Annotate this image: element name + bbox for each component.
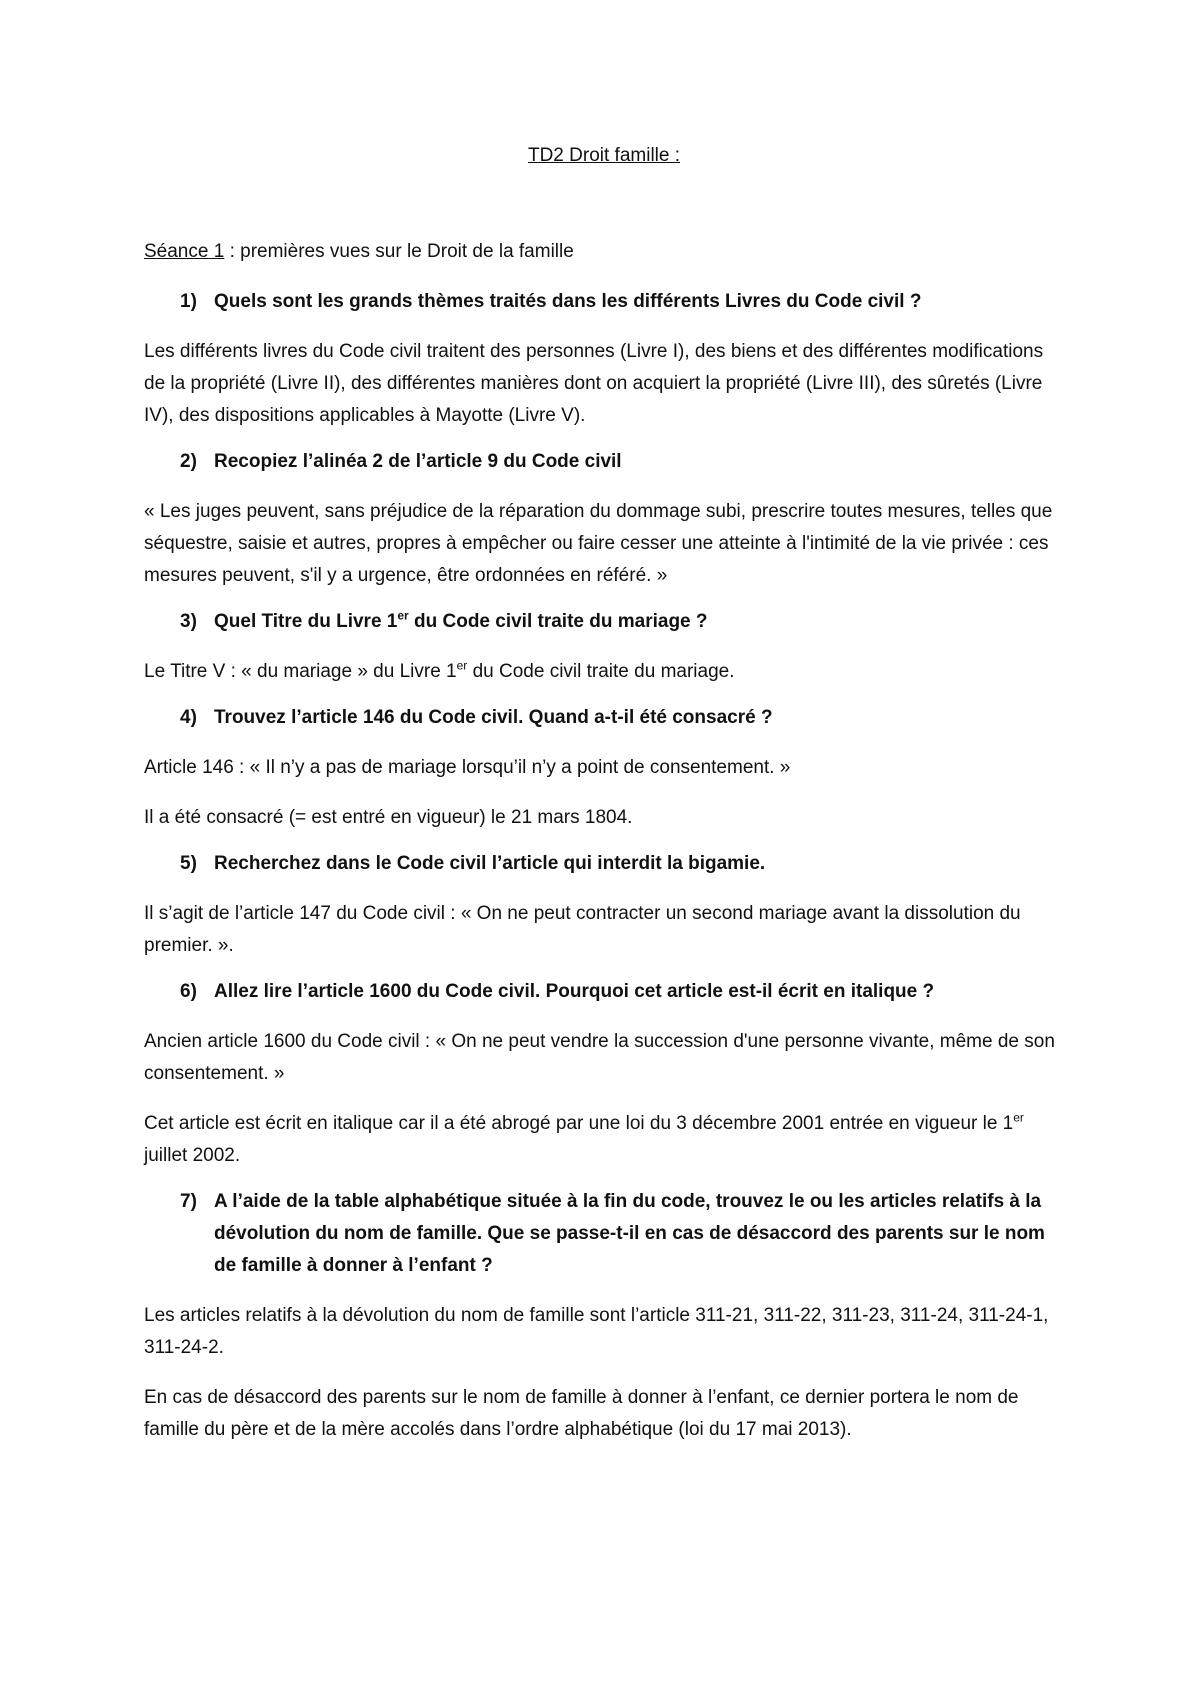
question-number: 7) xyxy=(180,1191,197,1212)
question-text: Quels sont les grands thèmes traités dans les différents Livres du Code civil ? xyxy=(214,291,922,312)
superscript: er xyxy=(1013,1110,1024,1125)
question-number: 1) xyxy=(180,291,197,312)
question-number: 4) xyxy=(180,707,197,728)
document-title: TD2 Droit famille : xyxy=(527,145,681,166)
question-3 xyxy=(144,606,1064,638)
question-7 xyxy=(144,1186,1064,1282)
answer-text-part: Cet article est écrit en italique car il a été abrogé par une loi du 3 décembre 2001 entrée en vigueur le 1 xyxy=(144,1113,1014,1134)
document-content xyxy=(144,140,1064,1446)
question-text: A l’aide de la table alphabétique située à la fin du code, trouvez le ou les articles relatifs à la dévolution du nom de famille. Que se passe-t-il en cas de désaccord des parents sur le nom de famille à donner à l’enfant ? xyxy=(214,1191,1045,1276)
answer-text-part: juillet 2002. xyxy=(144,1145,241,1166)
question-text xyxy=(214,606,1064,638)
answer-1: Les différents livres du Code civil traitent des personnes (Livre I), des biens et des différentes modifications de la propriété (Livre II), des différentes manières dont on acquiert la propriété (Livre III), des sûretés (Livre IV), des dispositions applicables à Mayotte (Livre V). xyxy=(144,341,1044,426)
answer-7b: En cas de désaccord des parents sur le nom de famille à donner à l’enfant, ce dernier portera le nom de famille du père et de la mère accolés dans l’ordre alphabétique (loi du 17 mai 2013). xyxy=(144,1387,1019,1440)
question-text: Recopiez l’alinéa 2 de l’article 9 du Code civil xyxy=(214,451,622,472)
seance-heading xyxy=(144,236,1064,268)
question-number: 2) xyxy=(180,451,197,472)
answer-7a: Les articles relatifs à la dévolution du nom de famille sont l’article 311-21, 311-22, 311-23, 311-24, 311-24-1, 311-24-2. xyxy=(144,1305,1049,1358)
answer-5: Il s’agit de l’article 147 du Code civil : « On ne peut contracter un second mariage avant la dissolution du premier. ». xyxy=(144,903,1021,956)
answer-text-part: Le Titre V : « du mariage » du Livre 1 xyxy=(144,661,457,682)
question-6 xyxy=(144,976,1064,1008)
answer-6a: Ancien article 1600 du Code civil : « On ne peut vendre la succession d'une personne vivante, même de son consentement. » xyxy=(144,1031,1055,1084)
answer-4b: Il a été consacré (= est entré en vigueur) le 21 mars 1804. xyxy=(144,807,633,828)
seance-label: Séance 1 xyxy=(144,241,225,262)
question-1 xyxy=(144,286,1064,318)
question-text: Recherchez dans le Code civil l’article qui interdit la bigamie. xyxy=(214,853,766,874)
answer-6b xyxy=(144,1108,1064,1172)
question-number: 6) xyxy=(180,981,197,1002)
question-text: Trouvez l’article 146 du Code civil. Quand a-t-il été consacré ? xyxy=(214,707,773,728)
answer-text-part: du Code civil traite du mariage. xyxy=(467,661,735,682)
question-text: Allez lire l’article 1600 du Code civil. Pourquoi cet article est-il écrit en italique ? xyxy=(214,981,935,1002)
question-4 xyxy=(144,702,1064,734)
superscript: er xyxy=(397,608,409,623)
question-2 xyxy=(144,446,1064,478)
seance-subtitle: : premières vues sur le Droit de la famille xyxy=(224,241,574,262)
question-text-part: du Code civil traite du mariage ? xyxy=(408,611,708,632)
answer-4a: Article 146 : « Il n’y a pas de mariage lorsqu’il n’y a point de consentement. » xyxy=(144,757,791,778)
question-5 xyxy=(144,848,1064,880)
answer-2: « Les juges peuvent, sans préjudice de la réparation du dommage subi, prescrire toutes mesures, telles que séquestre, saisie et autres, propres à empêcher ou faire cesser une atteinte à l'intimité de la vie privée : ces mesures peuvent, s'il y a urgence, être ordonnées en référé. » xyxy=(144,501,1053,586)
answer-3 xyxy=(144,656,1064,688)
superscript: er xyxy=(456,658,468,673)
question-text-part: Quel Titre du Livre 1 xyxy=(214,611,398,632)
question-number: 3) xyxy=(180,611,197,632)
question-number: 5) xyxy=(180,853,197,874)
